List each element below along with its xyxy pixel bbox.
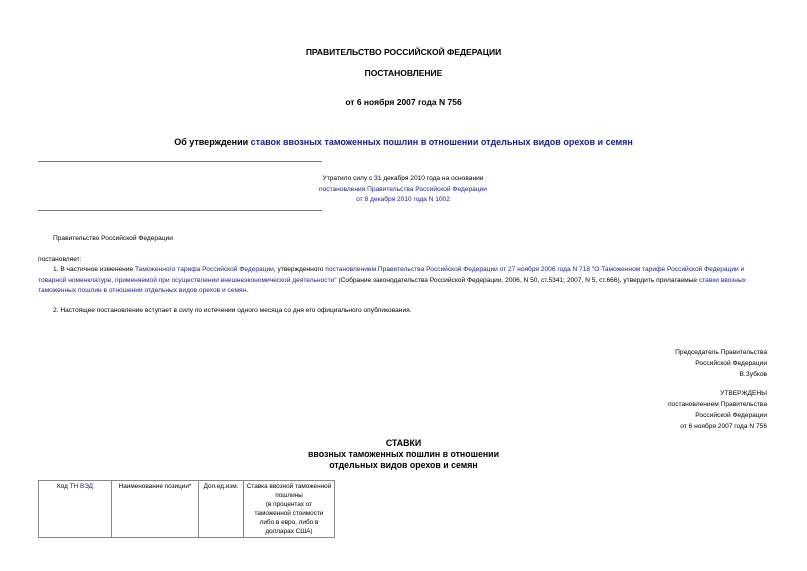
header-rate-line: таможенной стоимости xyxy=(254,510,324,517)
annex-title xyxy=(0,438,807,471)
signature-title: Председатель Правительства xyxy=(675,349,767,356)
signature-country: Российской Федерации xyxy=(695,360,767,367)
header-name: Наименование позиции* xyxy=(112,481,199,538)
p1-link-resolution-718[interactable]: постановлением Правительства Российской Федерации от 27 ноября 2006 года N 718 "О Таможенном тарифе Российской Федерации и товарной номенклатуре, применяемой при осуществлении внешнеэкономической деятельности" xyxy=(38,266,745,284)
approval-block xyxy=(668,388,767,432)
header-code xyxy=(39,481,112,538)
divider-top xyxy=(38,161,322,162)
p1-link-tariff[interactable]: Таможенного тарифа Российской Федерации xyxy=(134,266,274,273)
signature-block xyxy=(675,347,767,380)
document-type: ПОСТАНОВЛЕНИЕ xyxy=(364,68,443,78)
annex-title-sub1: ввозных таможенных пошлин в отношении xyxy=(308,449,499,459)
header-rate-line: пошлины xyxy=(275,492,303,499)
title-prefix: Об утверждении xyxy=(174,137,251,147)
header-code-link[interactable]: ТН ВЭД xyxy=(69,483,93,490)
approval-date: от 6 ноября 2007 года N 756 xyxy=(680,423,767,430)
header-unit: Доп.ед.изм. xyxy=(199,481,244,538)
status-note-text: Утратило силу с 31 декабря 2010 года на основании xyxy=(322,175,484,182)
p1-text: (Собрание законодательства Российской Федерации, 2006, N 50, ст.5341; 2007, N 5, ст.666), утвердить прилагаемые xyxy=(336,276,699,284)
approval-heading: УТВЕРЖДЕНЫ xyxy=(720,390,767,397)
header-code-prefix: Код xyxy=(57,483,70,490)
annex-title-sub2: отдельных видов орехов и семян xyxy=(329,460,478,470)
p1-text: , утвержденного xyxy=(273,266,326,273)
header-rate-line: (в процентах от xyxy=(265,501,313,508)
approval-country: Российской Федерации xyxy=(695,412,767,419)
paragraph-2: 2. Настоящее постановление вступает в силу по истечении одного месяца со дня его официального опубликования. xyxy=(53,307,412,314)
p1-text: 1. В частичное изменение xyxy=(53,266,135,273)
rates-table-wrapper xyxy=(38,480,335,571)
title-link[interactable]: ставок ввозных таможенных пошлин в отношении отдельных видов орехов и семян xyxy=(250,137,633,147)
org-heading: ПРАВИТЕЛЬСТВО РОССИЙСКОЙ ФЕДЕРАЦИИ xyxy=(305,47,502,57)
table-header-row xyxy=(39,481,335,538)
document-title xyxy=(0,137,807,147)
annex-title-main: СТАВКИ xyxy=(385,438,422,448)
p1-link-rates[interactable]: ставки ввозных таможенных пошлин в отношении отдельных видов орехов и семян xyxy=(38,276,746,294)
government-line: Правительство Российской Федерации xyxy=(53,235,173,242)
paragraph-1 xyxy=(38,265,769,297)
header-rate xyxy=(244,481,335,538)
divider-bottom xyxy=(38,210,322,211)
signature-name: В.Зубков xyxy=(739,371,767,378)
header-rate-line: либо в евро, либо в xyxy=(259,519,319,526)
header-rate-line: долларах США) xyxy=(265,528,313,535)
rates-table xyxy=(38,480,335,538)
approval-by: постановлением Правительства xyxy=(667,401,767,408)
status-note-link-date[interactable]: от 8 декабря 2010 года N 1002 xyxy=(356,196,450,203)
status-note-link-resolution[interactable]: постановления Правительства Российской Федерации xyxy=(319,185,487,193)
header-rate-line: Ставка ввозной таможенной xyxy=(246,483,332,490)
resolves-line: постановляет: xyxy=(38,256,82,263)
status-note xyxy=(38,174,768,206)
document-date-number: от 6 ноября 2007 года N 756 xyxy=(345,97,462,107)
p1-text: . xyxy=(246,287,249,294)
